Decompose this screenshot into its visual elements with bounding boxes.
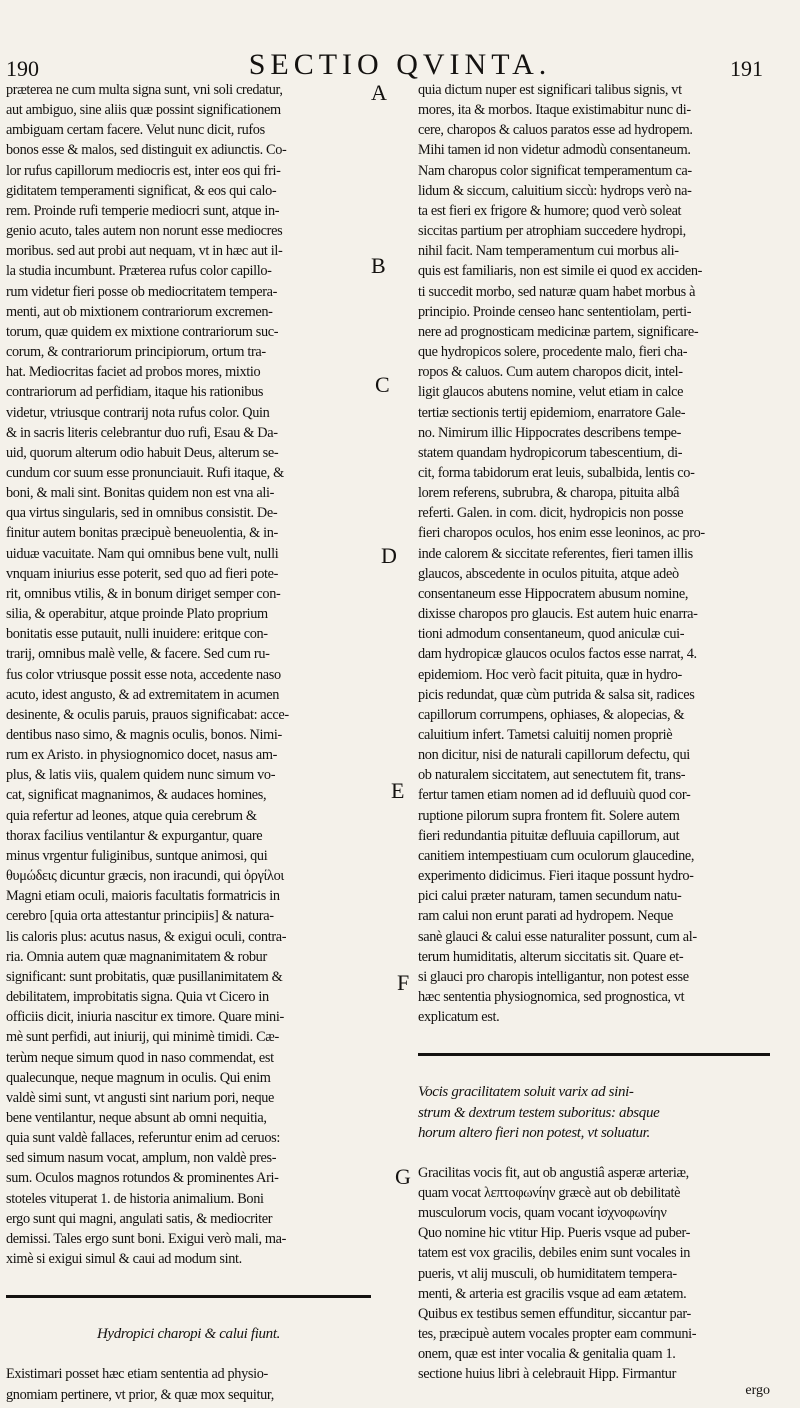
text-line: ruptione pilorum supra frontem fit. Solere autem — [418, 807, 680, 824]
text-line: cerebro [quia orta attestantur principiis] & natura- — [6, 908, 274, 925]
text-line: cere, charopos & caluos paratos esse ad hydropem. — [418, 122, 693, 139]
text-line: Gracilitas vocis fit, aut ob angustiâ asperæ arteriæ, — [418, 1164, 689, 1181]
text-line: que hydropicos solere, procedente malo, fieri cha- — [418, 344, 688, 361]
text-line: stoteles vituperat 1. de historia animalium. Boni — [6, 1190, 264, 1207]
text-line: mores, ita & morbos. Itaque existimabitur nunc di- — [418, 102, 691, 119]
text-line: mè sunt perfidi, aut iniurij, qui minimè timidi. Cæ- — [6, 1029, 279, 1046]
margin-letter-b: B — [371, 253, 386, 278]
text-line: contrariorum ad perfidiam, itaque his rationibus — [6, 384, 264, 401]
text-line: uid, quorum alterum odio habuit Deus, alterum se- — [6, 444, 279, 461]
margin-letter-a: A — [371, 80, 387, 105]
text-line: quis est familiaris, non est simile ei quod ex acciden- — [418, 263, 703, 280]
text-line: qua virtus singularis, sed in omnibus consistit. De- — [6, 505, 278, 522]
catchword: ergo — [745, 1383, 770, 1398]
text-line: non dicitur, nisi de naturali capillorum defectu, qui — [418, 747, 690, 764]
text-line: giditatem temperamenti significat, & eos qui calo- — [6, 182, 277, 199]
text-line: siccitas partium per atrophiam succedere hydropi, — [418, 223, 686, 240]
text-line: moribus. sed aut probi aut nequam, vt in hæc aut il- — [6, 243, 283, 260]
text-line: menti, & arteria est gracilis vsque ad eam ætatem. — [418, 1285, 687, 1302]
text-line: dam hydropicæ glaucos oculos factos esse narrat, 4. — [418, 646, 697, 663]
text-line: la studia incumbunt. Præterea rufus color capillo- — [6, 263, 272, 280]
text-line: ligit glaucos abutens nomine, velut etiam in calce — [418, 384, 684, 401]
text-line: terùm neque simum quod in naso commendat, est — [6, 1049, 274, 1066]
text-line: debilitatem, improbitatis signa. Quia vt Cicero in — [6, 989, 269, 1006]
text-line: minus vrgentur fuliginibus, suntque animosi, qui — [6, 847, 268, 864]
text-line: sed simum nasum vocat, amplum, non valdè pres- — [6, 1150, 277, 1167]
text-line: sum. Oculos magnos rotundos & prominentes Ari- — [6, 1170, 279, 1187]
text-line: rit, omnibus vtilis, & in bonum diriget semper con- — [6, 585, 281, 602]
text-line: tatem est vox gracilis, debiles enim sunt vocales in — [418, 1245, 691, 1262]
text-line: tes, præcipuè autem vocales propter eam communi- — [418, 1326, 697, 1343]
text-line: menti, aut ob mixtionem contrariorum excremen- — [6, 303, 273, 320]
spacer — [6, 1304, 371, 1324]
margin-letter-f: F — [397, 970, 410, 995]
spacer — [6, 1344, 371, 1364]
section-rule — [418, 1053, 770, 1056]
text-line: Nam charopus color significat temperamentum ca- — [418, 162, 692, 179]
text-line: pici calui præter naturam, tamen secundum natu- — [418, 888, 682, 905]
spacer — [418, 1062, 770, 1082]
text-line: fus color vtriusque possit esse nota, accedente naso — [6, 666, 281, 683]
aphorism-line: strum & dextrum testem suboritus: absque — [418, 1104, 660, 1121]
text-line: musculorum vocis, quam vocant ἰσχνοφωνίην — [418, 1205, 667, 1222]
text-line: rem. Proinde rufi temperie mediocri sunt, atque in- — [6, 202, 280, 219]
text-line: bonitatis esse putauit, nulli inuidere: eritque con- — [6, 626, 268, 643]
text-line: inde calorem & siccitate referentes, fieri tamen illis — [418, 545, 693, 562]
text-line: uiduæ vacuitate. Nam qui omnibus bene vult, nulli — [6, 545, 279, 562]
text-line: officiis dicit, iniuria nascitur ex timore. Quare mini- — [6, 1009, 284, 1026]
text-line: capillorum corrumpens, ophiases, & alopecias, & — [418, 706, 685, 723]
text-line: ria. Omnia autem quæ magnanimitatem & robur — [6, 948, 267, 965]
spacer — [418, 1027, 770, 1047]
text-line: genio acuto, tales autem non norunt esse mediocres — [6, 223, 283, 240]
text-line: quia sunt valdè fallaces, referuntur enim ad ceruos: — [6, 1130, 280, 1147]
text-line: rum ex Aristo. in physiognomico docet, nasus am- — [6, 747, 278, 764]
text-line: & in sacris literis celebrantur duo rufi, Esau & Da- — [6, 424, 278, 441]
text-line: canitiem intempestiuam cum oculorum glaucedine, — [418, 847, 695, 864]
text-line: cit, forma tabidorum erat leuis, subalbida, lentis co- — [418, 464, 695, 481]
text-line: ti succedit morbo, sed naturæ quam habet morbus à — [418, 283, 696, 300]
text-line: ambiguam certam facere. Velut nunc dicit, rufos — [6, 122, 265, 139]
text-line: consentaneum esse Hippocratem abusum nomine, — [418, 585, 689, 602]
text-line: sectione huius libri à celebrauit Hipp. Firmantur — [418, 1366, 676, 1383]
text-line: statem quandam hydropicorum tabescentium, di- — [418, 444, 683, 461]
text-line: ropos & caluos. Cum autem charopos dicit, intel- — [418, 364, 683, 381]
text-line: principio. Proinde censeo hanc sententiolam, perti- — [418, 303, 692, 320]
text-line: Mihi tamen id non videtur admodù consentaneum. — [418, 142, 691, 159]
text-line: no. Nimirum illic Hippocrates describens tempe- — [418, 424, 682, 441]
text-line: referti. Galen. in com. dicit, hydropicis non posse — [418, 505, 684, 522]
text-line: ob naturalem siccitatem, aut senectutem fit, trans- — [418, 767, 686, 784]
text-line: trarij, omnibus malè velle, & facere. Sed cum ru- — [6, 646, 270, 663]
text-line: boni, & mali sint. Bonitas quidem non est vna ali- — [6, 485, 275, 502]
text-line: lor rufus capillorum mediocris est, inter eos qui fri- — [6, 162, 281, 179]
text-line: plus, & latis viis, qualem quidem nunc simum vo- — [6, 767, 276, 784]
text-line: bonos esse & malos, sed distinguit ex adiunctis. Co- — [6, 142, 287, 159]
text-line: acuto, idest angusto, & ad extremitatem in acumen — [6, 686, 280, 703]
text-line: desinente, & oculis paruis, prauos significabat: acce- — [6, 706, 289, 723]
text-line: epidemiom. Hoc verò facit pituita, quæ in hydro- — [418, 666, 682, 683]
running-header — [0, 48, 800, 82]
text-line: silia, & operabitur, atque proinde Plato proprium — [6, 606, 268, 623]
text-line: experimento didicimus. Fieri itaque possunt hydro- — [418, 868, 694, 885]
text-line: ergo sunt qui magni, angulati satis, & mediocriter — [6, 1210, 273, 1227]
text-line: vnquam iniurius esse poterit, sed quo ad fieri pote- — [6, 565, 279, 582]
text-line: finitur autem bonitas præcipuè beneuolentia, & in- — [6, 525, 278, 542]
text-line: Existimari posset hæc etiam sententia ad physio- — [6, 1366, 268, 1383]
left-column — [6, 80, 371, 1405]
aphorism-line: Vocis gracilitatem soluit varix ad sini- — [418, 1084, 634, 1101]
text-line: dixisse charopos pro glaucis. Est autem huic enarra- — [418, 606, 698, 623]
text-line: Quibus ex testibus semen effunditur, siccantur par- — [418, 1305, 691, 1322]
text-line: quia dictum nuper est significari talibus signis, vt — [418, 82, 682, 98]
text-line: torum, quæ quidem ex mixtione contrariorum suc- — [6, 323, 279, 340]
margin-letter-d: D — [381, 543, 397, 568]
text-line: lis caloris plus: acutus nasus, & exigui oculi, contra- — [6, 928, 287, 945]
text-line: quam vocat λεπτοφωνίην græcè aut ob debilitatè — [418, 1184, 681, 1201]
text-line: tioni admodum consentaneum, quod aniculæ cui- — [418, 626, 685, 643]
text-line: θυμώδεις dicuntur græcis, non iracundi, qui ὀργίλοι — [6, 868, 284, 885]
text-line: præterea ne cum multa signa sunt, vni soli credatur, — [6, 82, 283, 98]
text-line: aut ambiguo, sine aliis quæ possint significationem — [6, 102, 281, 119]
text-line: ta est fieri ex frigore & humore; quod verò soleat — [418, 202, 682, 219]
text-line: ximè si exigui simul & caui ad modum sint. — [6, 1251, 242, 1268]
text-line: pueris, vt alij musculi, ob humiditatem tempera- — [418, 1265, 677, 1282]
text-line: fieri charopos oculos, hos enim esse leoninos, ac pro- — [418, 525, 705, 542]
text-line: quia refertur ad leones, atque quia cerebrum & — [6, 807, 257, 824]
text-line: rum videtur fieri posse ob mediocritatem tempera- — [6, 283, 278, 300]
text-line: nere ad prognosticam medicinæ partem, significare- — [418, 323, 699, 340]
text-line: corum, & contrariorum principiorum, ortum tra- — [6, 344, 266, 361]
margin-letter-e: E — [391, 778, 405, 803]
text-line: fertur tamen etiam nomen ad id defluuiù quod cor- — [418, 787, 691, 804]
text-line: valdè simi sunt, vt angusti sint narium pori, neque — [6, 1089, 275, 1106]
text-line: cundum cor suum esse pronunciauit. Rufi itaque, & — [6, 464, 284, 481]
text-line: gnomiam pertinere, vt prior, & quæ mox sequitur, — [6, 1386, 274, 1403]
text-line: hat. Mediocritas faciet ad probos mores, mixtio — [6, 364, 261, 381]
text-line: lidum & siccum, caluitium siccù: hydrops verò na- — [418, 182, 692, 199]
text-line: bene ventilantur, neque absunt ab omni nequitia, — [6, 1109, 267, 1126]
text-line: thorax facilius ventilantur & expurgantur, quare — [6, 827, 263, 844]
text-line: fieri redundantia pituitæ defluuia capillorum, aut — [418, 827, 680, 844]
text-line: dentibus naso simo, & magnis oculis, bonos. Nimi- — [6, 727, 282, 743]
text-line: videtur, vtriusque contrarij nota rufus color. Quin — [6, 404, 270, 421]
page-number-right: 191 — [730, 56, 763, 81]
text-line: terum humiditatis, alterum siccitatis sit. Quare et- — [418, 948, 684, 965]
text-line: lorem referens, subrubra, & charopa, pituita albâ — [418, 485, 680, 502]
text-line: onem, quæ est inter vocalia & genitalia quam 1. — [418, 1346, 676, 1363]
running-title: SECTIO QVINTA. — [248, 48, 552, 81]
text-line: explicatum est. — [418, 1009, 500, 1026]
text-line: significant: sunt probitatis, quæ pusillanimitatem & — [6, 968, 283, 985]
text-line: glaucos, abscedente in oculos pituita, atque adeò — [418, 565, 679, 582]
text-line: caluitium infert. Tametsi caluitij nomen propriè — [418, 727, 673, 743]
section-heading: Hydropici charopi & calui fiunt. — [96, 1326, 281, 1343]
text-line: Magni etiam oculi, maioris facultatis formatricis in — [6, 888, 280, 905]
margin-letter-c: C — [375, 372, 390, 397]
margin-letter-g: G — [395, 1164, 411, 1189]
text-line: tertiæ sectionis tertij epidemiom, enarratore Gale- — [418, 404, 686, 421]
text-line: hæc sententia physiognomica, sed prognostica, vt — [418, 989, 685, 1006]
section-rule — [6, 1295, 371, 1298]
text-line: picis redundat, quæ cùm putrida & salsa sit, radices — [418, 686, 695, 703]
text-line: si glauci pro charopis intelligantur, non potest esse — [418, 968, 689, 985]
text-line: nihil facit. Nam temperamentum cui morbus ali- — [418, 243, 679, 260]
catchword-line — [0, 1383, 800, 1399]
text-line: qualecunque, neque magnum in oculis. Qui enim — [6, 1069, 271, 1086]
text-line: demissi. Tales ergo sunt boni. Exigui verò mali, ma- — [6, 1230, 287, 1247]
page-number-left: 190 — [6, 56, 39, 81]
spacer — [6, 1269, 371, 1289]
text-line: sanè glauci & calui esse naturaliter possunt, cum al- — [418, 928, 697, 945]
spacer — [418, 1143, 770, 1163]
text-line: ram calui non erunt parati ad hydropem. Neque — [418, 908, 673, 925]
text-line: Quo nomine hic vtitur Hip. Pueris vsque ad puber- — [418, 1225, 691, 1242]
right-column — [418, 80, 770, 1385]
text-line: cat, significat magnanimos, & audaces homines, — [6, 787, 267, 804]
aphorism-line: horum altero fieri non potest, vt soluatur. — [418, 1124, 650, 1141]
